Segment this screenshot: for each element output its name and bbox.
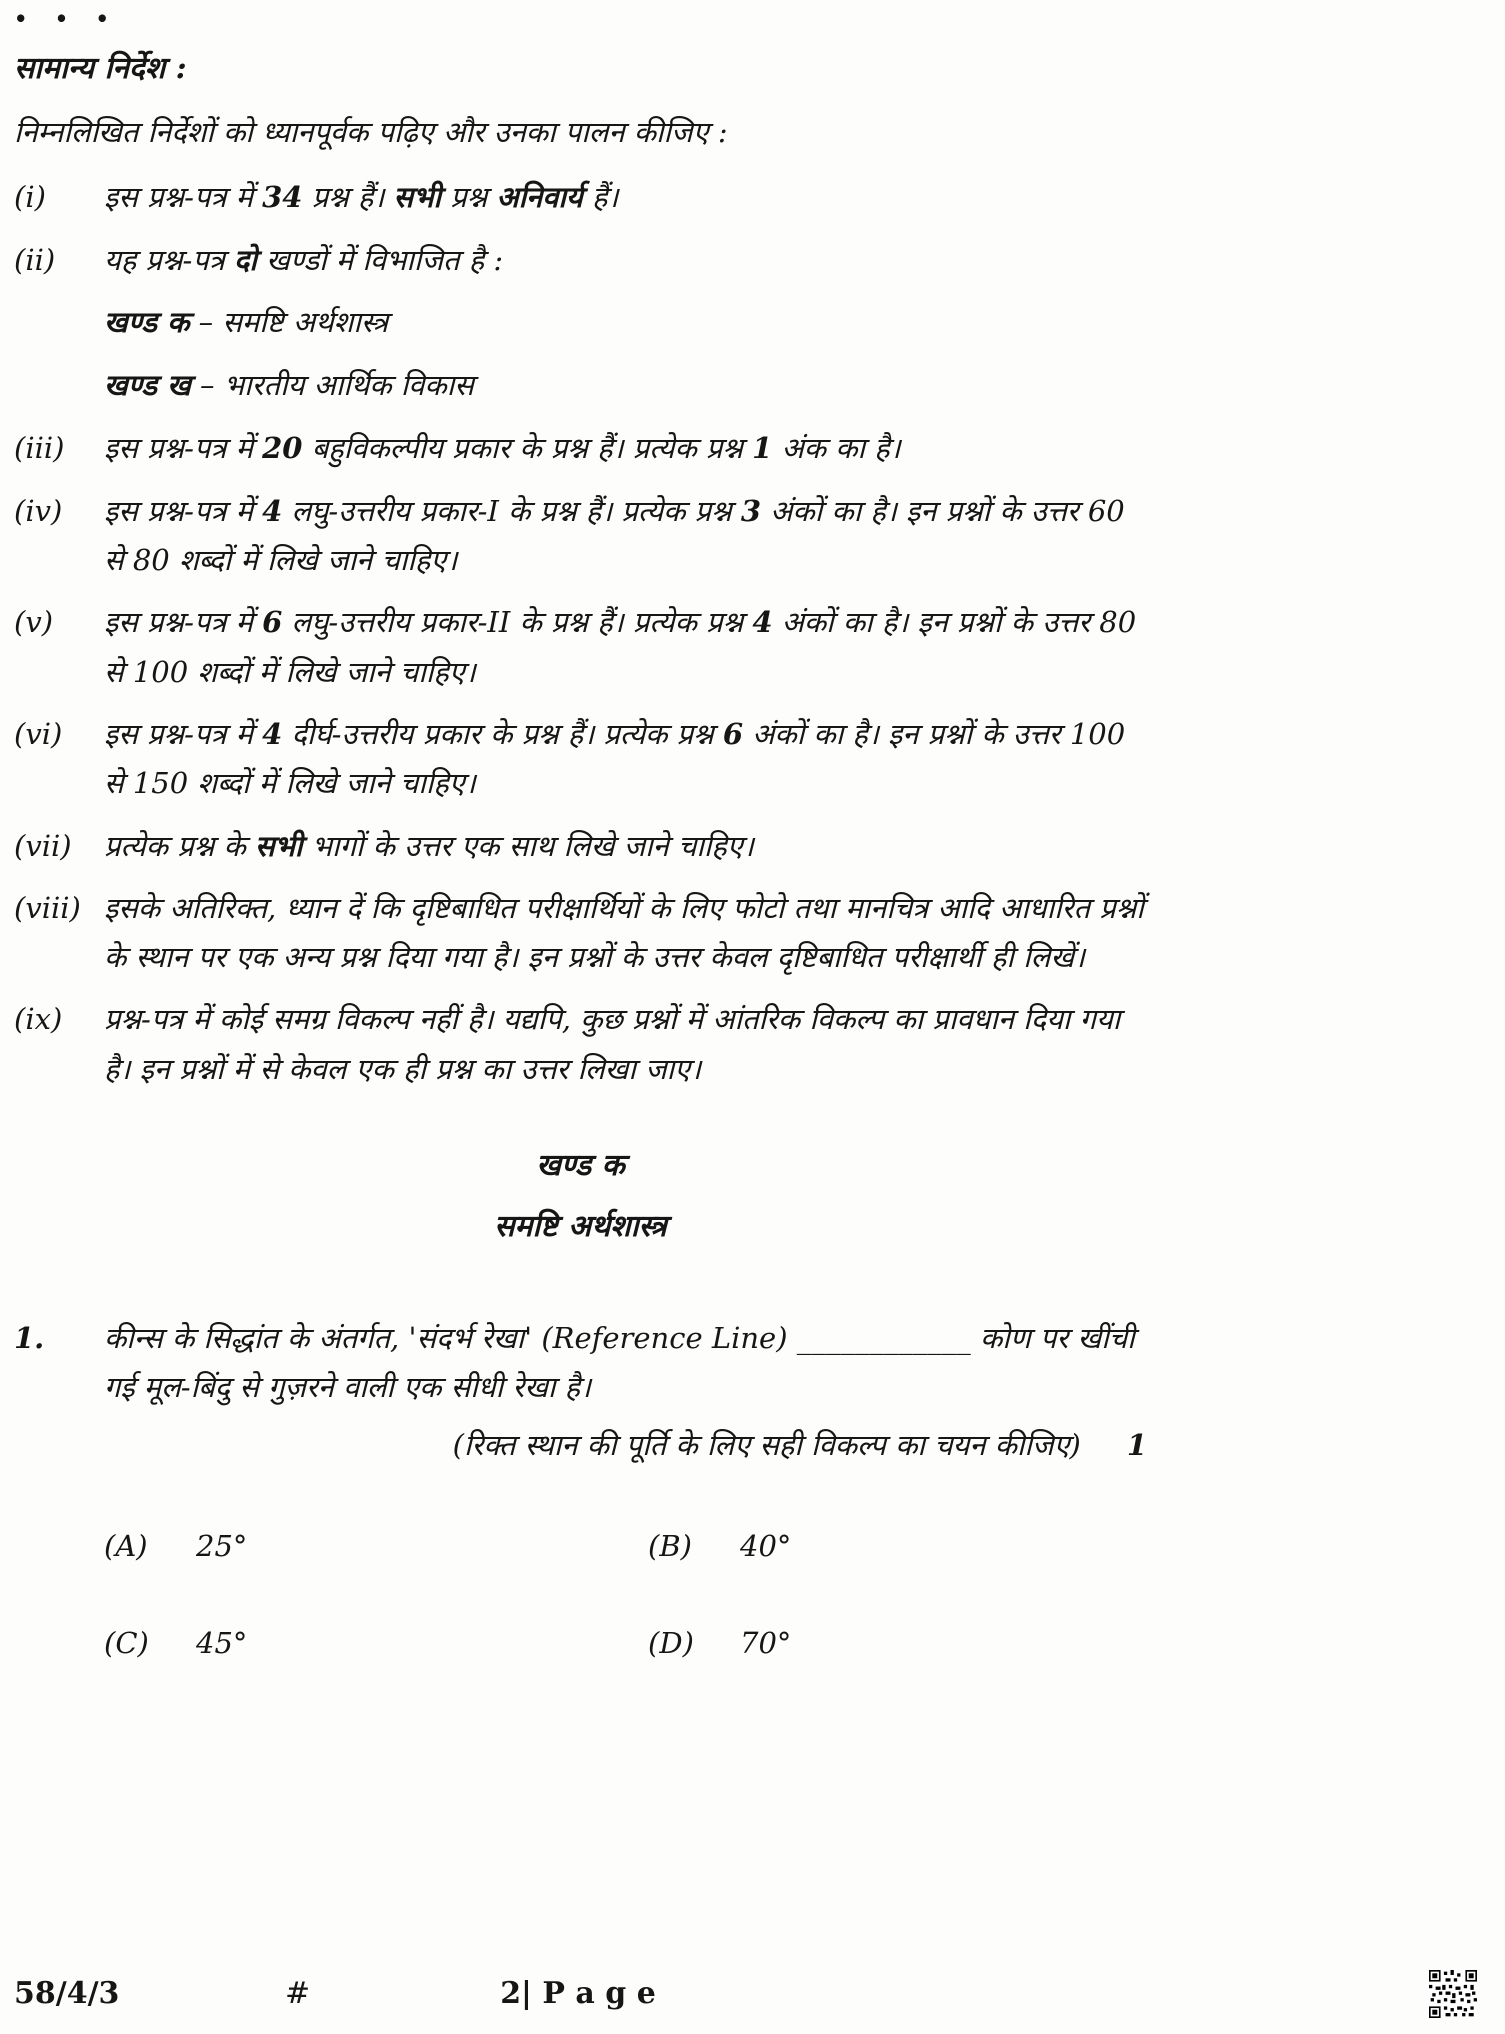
instruction-item-vi xyxy=(14,710,1147,809)
option-c-label: (C) xyxy=(104,1626,149,1661)
question-note-row xyxy=(104,1421,1147,1470)
instruction-item-vii xyxy=(14,822,1147,871)
instruction-text: इस प्रश्न-पत्र में 20 बहुविकल्पीय प्रकार के प्रश्न हैं। प्रत्येक प्रश्न 1 अंक का है। xyxy=(104,431,901,466)
instruction-number: (ix) xyxy=(14,1002,63,1037)
option-d-value: 70° xyxy=(740,1626,792,1661)
page-footer xyxy=(0,1966,1505,2022)
general-instructions-heading: सामान्य निर्देश : xyxy=(14,51,187,86)
instruction-text: यह प्रश्न-पत्र दो खण्डों में विभाजित है : xyxy=(104,242,504,277)
instruction-number: (iii) xyxy=(14,431,65,466)
instruction-number: (iv) xyxy=(14,493,63,528)
instruction-text: इसके अतिरिक्त, ध्यान दें कि दृष्टिबाधित परीक्षार्थियों के लिए फोटो तथा मानचित्र आदि आधारित प्रश्नों के स्थान पर एक अन्य प्रश्न दिया गया है। इन प्रश्नों के उत्तर केवल दृष्टिबाधित परीक्षार्थी ही लिखें। xyxy=(104,890,1144,975)
qr-code-icon xyxy=(1429,1970,1477,2018)
section-a-title: समष्टि अर्थशास्त्र xyxy=(494,1209,667,1245)
question-body xyxy=(104,1314,1147,1668)
instruction-text: इस प्रश्न-पत्र में 34 प्रश्न हैं। सभी प्रश्न अनिवार्य हैं। xyxy=(104,180,619,215)
option-a-value: 25° xyxy=(196,1528,248,1563)
instruction-item-iv xyxy=(14,487,1147,586)
instruction-number: (vi) xyxy=(14,716,63,751)
option-d-label: (D) xyxy=(648,1626,694,1661)
instruction-item-iii xyxy=(14,424,1147,473)
instruction-item-i xyxy=(14,173,1147,222)
instruction-item-ii xyxy=(14,236,1147,285)
section-k-line: खण्ड क – समष्टि अर्थशास्त्र xyxy=(104,304,389,339)
instructions-intro: निम्नलिखित निर्देशों को ध्यानपूर्वक पढ़िए और उनका पालन कीजिए : xyxy=(14,115,728,149)
instruction-text: इस प्रश्न-पत्र में 6 लघु-उत्तरीय प्रकार-II के प्रश्न हैं। प्रत्येक प्रश्न 4 अंकों का है। इन प्रश्नों के उत्तर 80 से 100 शब्दों में लिखे जाने चाहिए। xyxy=(104,605,1137,689)
option-c-value: 45° xyxy=(196,1626,248,1661)
question-text: कीन्स के सिद्धांत के अंतर्गत, 'संदर्भ रेखा' (Reference Line) ____________ कोण पर खींची गई मूल-बिंदु से गुज़रने वाली एक सीधी रेखा है। xyxy=(104,1321,1135,1405)
instruction-number: (ii) xyxy=(14,242,56,277)
section-kh-line: खण्ड ख – भारतीय आर्थिक विकास xyxy=(104,368,474,403)
instruction-text: प्रश्न-पत्र में कोई समग्र विकल्प नहीं है। यद्यपि, कुछ प्रश्नों में आंतरिक विकल्प का प्रावधान दिया गया है। इन प्रश्नों में से केवल एक ही प्रश्न का उत्तर लिखा जाए। xyxy=(104,1002,1121,1086)
paper-code: 58/4/3 xyxy=(14,1976,120,2011)
instruction-text: इस प्रश्न-पत्र में 4 दीर्घ-उत्तरीय प्रकार के प्रश्न हैं। प्रत्येक प्रश्न 6 अंकों का है। इन प्रश्नों के उत्तर 100 से 150 शब्दों में लिखे जाने चाहिए। xyxy=(104,716,1126,801)
instruction-item-viii xyxy=(14,884,1147,983)
instruction-item-ix xyxy=(14,995,1147,1094)
question-note: (रिक्त स्थान की पूर्ति के लिए सही विकल्प का चयन कीजिए) xyxy=(452,1427,1081,1462)
instruction-number: (viii) xyxy=(14,890,81,925)
instruction-item-v xyxy=(14,598,1147,697)
question-number: 1. xyxy=(14,1321,45,1356)
option-a-label: (A) xyxy=(104,1528,148,1563)
page-number: 2| P a g e xyxy=(500,1976,656,2011)
instruction-number: (vii) xyxy=(14,828,72,863)
hash-mark: # xyxy=(285,1976,311,2011)
top-dots: • • • xyxy=(14,6,119,31)
instruction-number: (i) xyxy=(14,180,46,215)
option-b-label: (B) xyxy=(648,1528,692,1563)
instruction-text: इस प्रश्न-पत्र में 4 लघु-उत्तरीय प्रकार-I के प्रश्न हैं। प्रत्येक प्रश्न 3 अंकों का है। इन प्रश्नों के उत्तर 60 से 80 शब्दों में लिखे जाने चाहिए। xyxy=(104,493,1125,578)
instruction-text: प्रत्येक प्रश्न के सभी भागों के उत्तर एक साथ लिखे जाने चाहिए। xyxy=(104,828,754,863)
question-marks: 1 xyxy=(1126,1427,1147,1462)
options-grid xyxy=(104,1522,1147,1669)
instruction-number: (v) xyxy=(14,605,54,640)
instructions-list xyxy=(14,173,1147,1094)
option-b-value: 40° xyxy=(740,1528,792,1563)
question-1 xyxy=(14,1314,1147,1668)
section-a-heading: खण्ड क xyxy=(536,1148,625,1184)
